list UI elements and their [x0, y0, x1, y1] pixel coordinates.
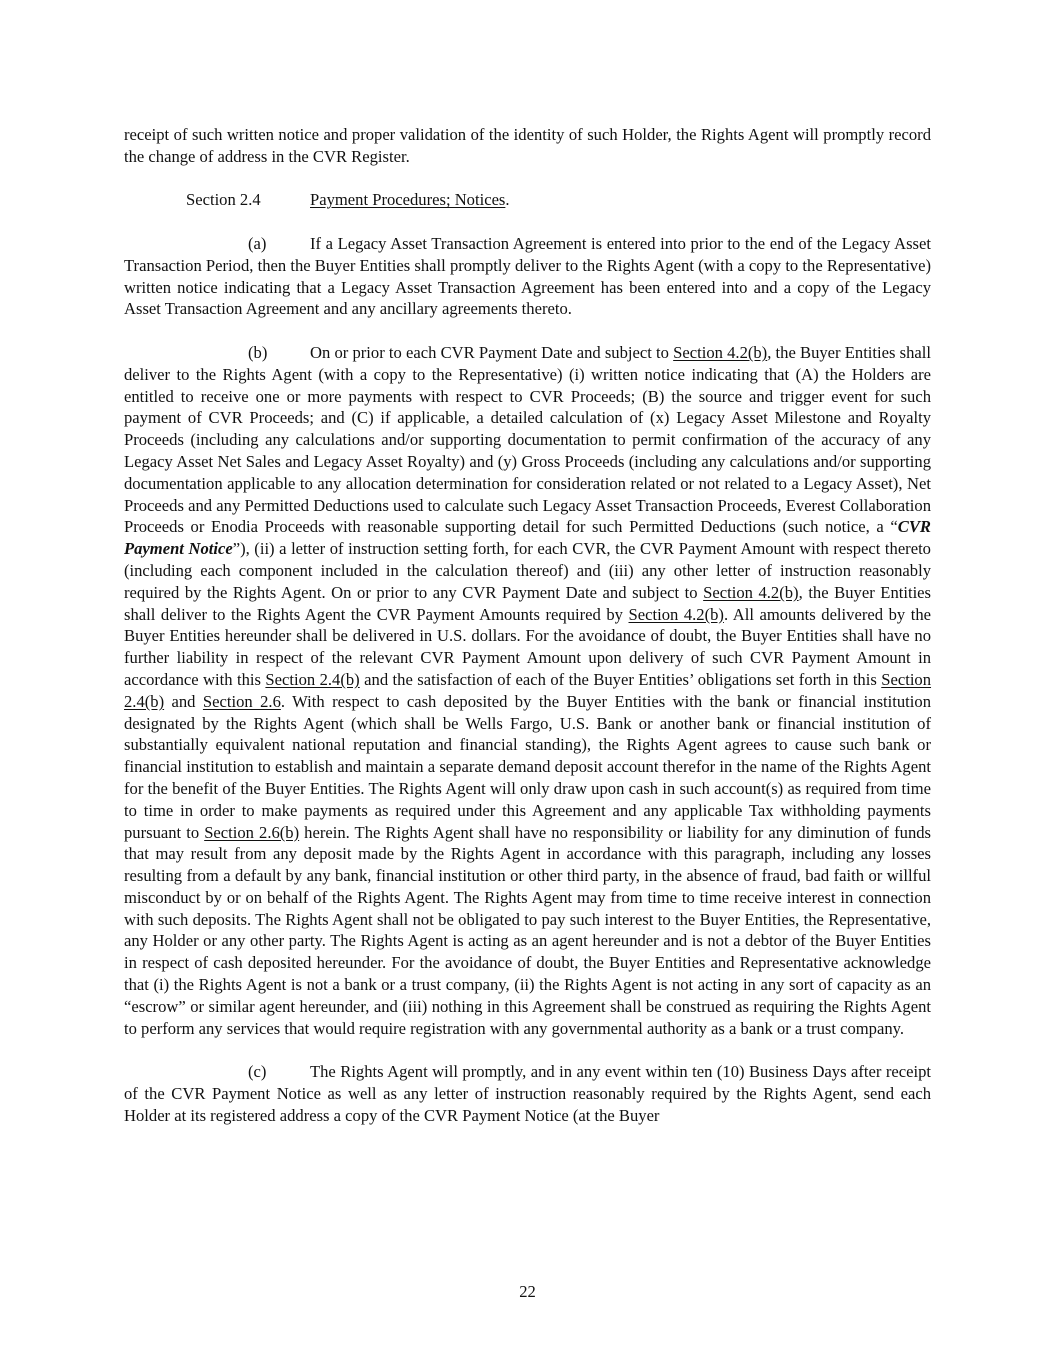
section-reference: Section 4.2(b) — [703, 582, 799, 602]
paragraph-b-text-3: ”), (ii) a letter of instruction setting forth, for each CVR, the CVR Payment Amount with respect thereto (including each component included in the calculation thereof) and (iii) any other letter of instruction reasonably required by the Rights Agent. On or prior to any CVR Payment Date and subject to — [124, 539, 931, 602]
paragraph-b-text-9: herein. The Rights Agent shall have no responsibility or liability for any diminution of funds that may result from any deposit made by the Rights Agent in accordance with this paragraph, including any losses resulting from a default by any bank, financial institution or other third party, in the absence of fraud, bad faith or willful misconduct by or on behalf of the Rights Agent. The Rights Agent may from time to time receive interest in connection with such deposits. The Rights Agent shall not be obligated to pay such interest to the Buyer Entities, the Representative, any Holder or any other party. The Rights Agent is acting as an agent hereunder and is not a debtor of the Buyer Entities in respect of cash deposited hereunder. For the avoidance of doubt, the Buyer Entities and Representative acknowledge that (i) the Rights Agent is not a bank or a trust company, (ii) the Rights Agent is not acting in any sort of capacity as an “escrow” or similar agent hereunder, and (iii) nothing in this Agreement shall be construed as requiring the Rights Agent to perform any services that would require registration with any governmental authority as a bank or a trust company. — [124, 822, 931, 1038]
paragraph-b-text-4: , the Buyer Entities shall deliver to the Rights Agent the CVR Payment Amounts required by — [124, 582, 931, 624]
paragraph-a-label: (a) — [248, 233, 267, 253]
section-reference: Section 2.6 — [202, 691, 281, 711]
paragraph-b — [124, 342, 931, 1040]
page-number: 22 — [519, 1282, 536, 1301]
section-reference: Section 4.2(b) — [673, 342, 768, 362]
paragraph-a-text: If a Legacy Asset Transaction Agreement is entered into prior to the end of the Legacy Asset Transaction Period, then the Buyer Entities shall promptly deliver to the Rights Agent (with a copy to the Representative) written notice indicating that a Legacy Asset Transaction Agreement has been entered into and a copy of the Legacy Asset Transaction Agreement and any ancillary agreements thereto. — [124, 233, 931, 319]
paragraph-a — [124, 233, 931, 320]
paragraph-b-text-6: and the satisfaction of each of the Buyer Entities’ obligations set forth in this — [359, 669, 882, 689]
section-number: Section 2.4 — [186, 190, 261, 210]
paragraph-b-label: (b) — [248, 342, 268, 362]
paragraph-b-text-8: . With respect to cash deposited by the Buyer Entities with the bank or financial institution designated by the Rights Agent (which shall be Wells Fargo, U.S. Bank or another bank or financial institution of substantially equivalent national reputation and financial standing), the Rights Agent agrees to cause such bank or financial institution to establish and maintain a separate demand deposit account therefor in the name of the Rights Agent for the benefit of the Buyer Entities. The Rights Agent will only draw upon cash in such account(s) as required from time to time in order to make payments as required under this Agreement and any applicable Tax withholding payments pursuant to — [124, 691, 931, 842]
section-title: Payment Procedures; Notices — [310, 190, 506, 210]
paragraph-c — [124, 1061, 931, 1126]
paragraph-c-label: (c) — [248, 1062, 267, 1082]
section-title-period: . — [505, 190, 510, 210]
paragraph-b-text-5: . All amounts delivered by the Buyer Entities hereunder shall be delivered in U.S. dollars. For the avoidance of doubt, the Buyer Entities shall have no further liability in respect of the relevant CVR Payment Amount upon delivery of such CVR Payment Amount in accordance with this — [124, 604, 931, 689]
defined-term-cvr-payment-notice: CVR Payment Notice — [124, 517, 931, 559]
paragraph-c-text: The Rights Agent will promptly, and in any event within ten (10) Business Days after receipt of the CVR Payment Notice as well as any letter of instruction reasonably required by the Rights Agent, send each Holder at its registered address a copy of the CVR Payment Notice (at the Buyer — [124, 1062, 931, 1125]
section-reference: Section 4.2(b) — [628, 604, 724, 624]
document-page — [124, 124, 931, 1127]
section-reference: Section 2.4(b) — [265, 669, 360, 689]
section-heading — [124, 189, 931, 211]
section-reference: Section 2.6(b) — [204, 822, 300, 842]
section-reference: Section 2.4(b) — [124, 669, 932, 711]
paragraph-b-text-7: and — [164, 691, 203, 711]
paragraph-b-text-1: On or prior to each CVR Payment Date and subject to — [310, 342, 674, 362]
paragraph-b-text-2: , the Buyer Entities shall deliver to the Rights Agent (with a copy to the Representative) (i) written notice indicating that (A) the Holders are entitled to receive one or more payments with respect to CVR Proceeds; (B) the source and trigger event for such payment of CVR Proceeds; and (C) if applicable, a detailed calculation of (x) Legacy Asset Milestone and Royalty Proceeds (including any calculations and/or supporting documentation to permit confirmation of the accuracy of any Legacy Asset Net Sales and Legacy Asset Royalty) and (y) Gross Proceeds (including any calculations and/or supporting documentation applicable to any allocation determination for consideration related or not related to a Legacy Asset), Net Proceeds and any Permitted Deductions used to calculate such Legacy Asset Transaction Proceeds, Everest Collaboration Proceeds or Enodia Proceeds with reasonable supporting detail for such Permitted Deductions (such notice, a “ — [124, 342, 931, 537]
continuation-paragraph: receipt of such written notice and proper validation of the identity of such Holder, the Rights Agent will promptly record the change of address in the CVR Register. — [124, 125, 931, 166]
